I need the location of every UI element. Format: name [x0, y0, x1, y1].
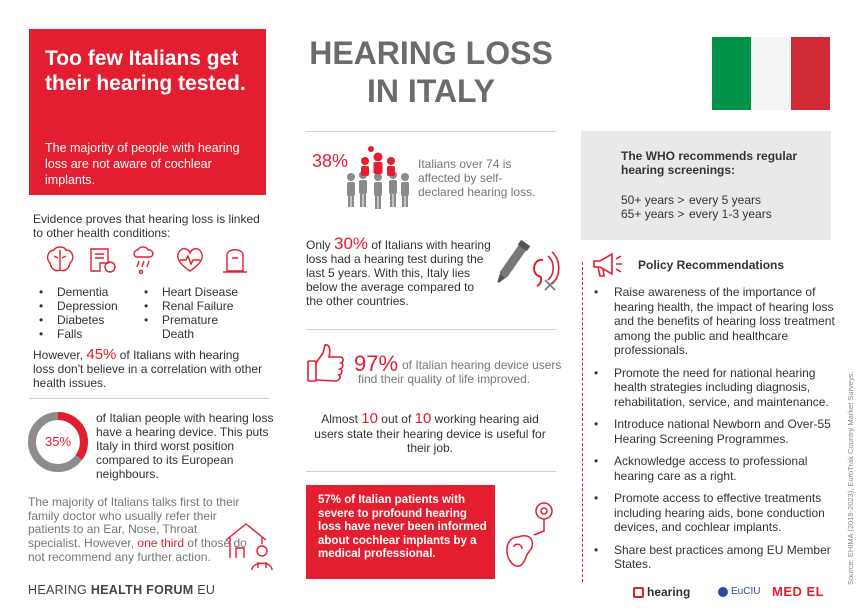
condition-item: • Renal Failure — [142, 299, 267, 313]
who-row: 65+ years > every 1-3 years — [621, 207, 772, 221]
source-note: Source: EHIMA (2019-2023), EuroTrak Country Market Surveys. — [846, 371, 855, 585]
brain-icon — [48, 247, 73, 271]
stat4-text: Almost 10 out of 10 working hearing aid users state their hearing device is useful for their job. — [314, 410, 546, 455]
policy-item: • Promote the need for national hearing health strategies including diagnosis, rehabilitation, service, and maintenance. — [592, 366, 837, 410]
headline-panel — [29, 29, 266, 195]
euciu-logo: EuCIU — [718, 586, 760, 597]
who-row: 50+ years > every 5 years — [621, 193, 762, 207]
headline: Too few Italians get their hearing tested. — [45, 47, 246, 95]
condition-item: • Dementia — [37, 285, 157, 299]
condition-icons — [44, 245, 254, 275]
depression-icon — [91, 249, 115, 272]
italian-flag — [712, 37, 830, 110]
doctor-text: The majority of Italians talks first to their family doctor who usually refer their patients to an Ear, Nose, Throat specialist. However, one third of those do not recommend any further action. — [28, 495, 247, 564]
divider — [306, 329, 556, 330]
house-doctor-icon — [222, 518, 280, 573]
stat5-text: 57% of Italian patients with severe to profound hearing loss have never been informed about cochlear implants by a medical professional. — [318, 494, 487, 560]
divider — [306, 131, 556, 132]
divider — [306, 471, 556, 472]
device-pct: 35% — [44, 434, 72, 449]
device-text: of Italian people with hearing loss have a hearing device. This puts Italy in third worst position compared to its European neighbours. — [96, 411, 274, 481]
conditions-list-1 — [37, 285, 157, 341]
policy-item: • Introduce national Newborn and Over-55 Hearing Screening Programmes. — [592, 417, 837, 446]
device-donut — [27, 411, 89, 473]
divider — [29, 398, 269, 399]
policy-list — [592, 285, 837, 572]
footer-brand: HEARING HEALTH FORUM EU — [28, 583, 216, 597]
doctor-highlight: one third — [137, 536, 185, 551]
correlation-text: However, 45% of Italians with hearing loss don't believe in a correlation with other health issues. — [33, 346, 263, 390]
policy-dashed-line — [582, 262, 583, 582]
correlation-pct: 45% — [86, 346, 117, 363]
policy-title: Policy Recommendations — [638, 258, 785, 272]
megaphone-icon — [592, 251, 624, 279]
page-title: HEARING LOSS IN ITALY — [309, 35, 553, 109]
stat1-text: Italians over 74 is affected by self-declared hearing loss. — [418, 157, 536, 199]
headline-subtext: The majority of people with hearing loss are not aware of cochlear implants. — [45, 141, 240, 187]
conditions-list-2 — [142, 285, 267, 341]
condition-item: • Heart Disease — [142, 285, 267, 299]
gravestone-icon — [223, 250, 247, 272]
who-title: The WHO recommends regular hearing screenings: — [621, 149, 798, 177]
condition-item: • Falls — [37, 327, 157, 341]
flag-green-stripe — [712, 37, 751, 110]
policy-item: • Acknowledge access to professional hearing care as a right. — [592, 454, 837, 483]
stat3-pct: 97% — [354, 351, 399, 376]
stat1-pct: 38% — [312, 151, 349, 171]
condition-item: • Premature Death — [142, 313, 222, 341]
heart-icon — [178, 249, 202, 271]
thumbs-up-icon — [306, 343, 346, 385]
policy-item: • Raise awareness of the importance of hearing health, the impact of hearing loss and the benefits of hearing loss treatment among the public and healthcare professionals. — [592, 285, 837, 358]
who-panel — [581, 131, 831, 240]
people-group-icon — [343, 145, 413, 213]
condition-item: • Depression — [37, 299, 157, 313]
hearing-logo: hearing — [633, 585, 690, 599]
stat5-panel — [306, 485, 495, 579]
stat2-text: Only 30% of Italians with hearing loss had a hearing test during the last 5 years. With this, Italy lies below the average compared to the other countries. — [306, 234, 491, 308]
rain-cloud-icon — [134, 247, 153, 274]
policy-item: • Share best practices among EU Member States. — [592, 543, 837, 572]
evidence-text: Evidence proves that hearing loss is linked to other health conditions: — [33, 212, 260, 240]
hearing-logo-icon — [633, 587, 644, 598]
flag-white-stripe — [751, 37, 790, 110]
medel-logo: MED EL — [772, 584, 825, 599]
condition-item: • Diabetes — [37, 313, 157, 327]
flag-red-stripe — [791, 37, 830, 110]
otoscope-ear-icon — [497, 240, 562, 298]
euciu-logo-icon — [718, 587, 728, 597]
stat3-text: of Italian hearing device users find their quality of life improved. — [358, 358, 562, 386]
stat2-pct: 30% — [334, 234, 369, 253]
policy-item: • Promote access to effective treatments including hearing aids, bone conduction devices, and cochlear implants. — [592, 491, 837, 535]
cochlear-implant-icon — [500, 497, 562, 572]
